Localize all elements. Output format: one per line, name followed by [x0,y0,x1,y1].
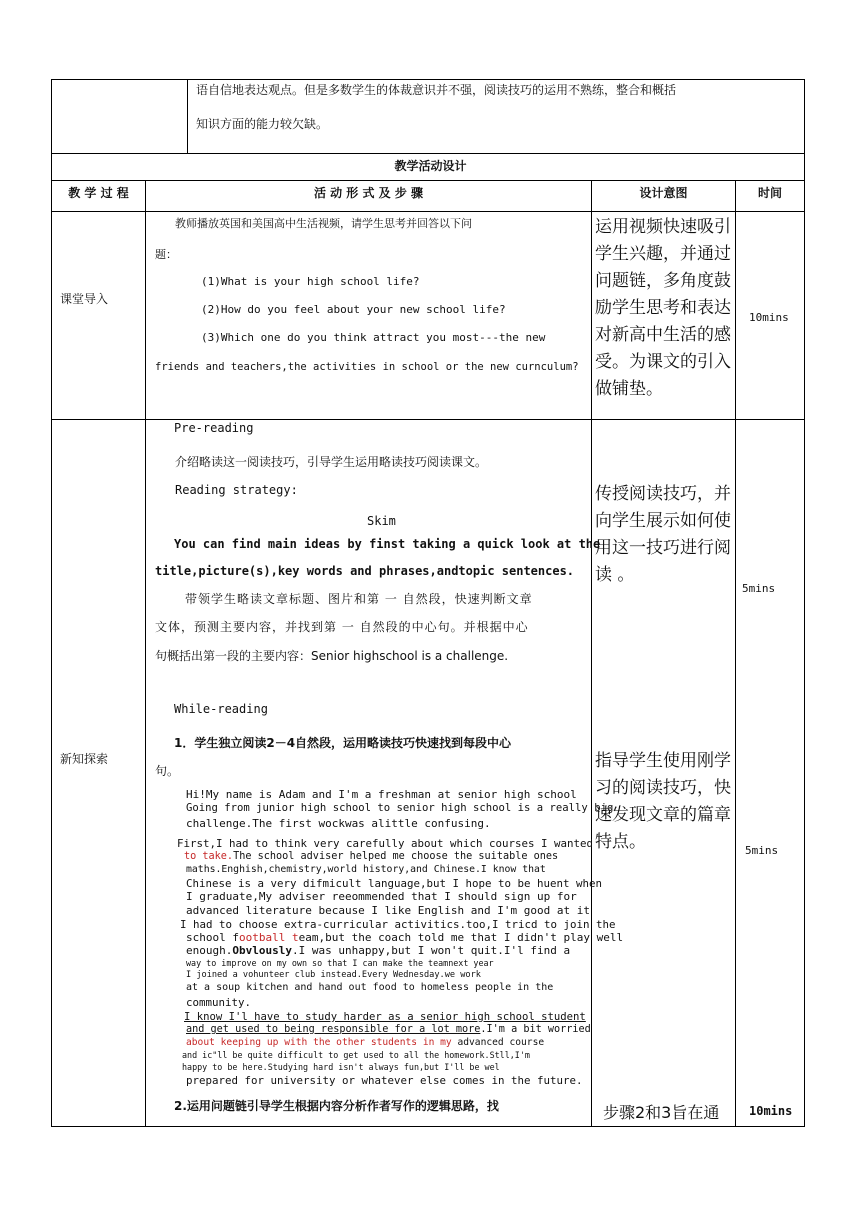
time-step2: 10mins [749,1104,793,1118]
intent-while-reading: 指导学生使用刚学习的阅读技巧，快速发现文章的篇章特点。 [595,751,731,852]
time-intro: 10mins [749,311,789,324]
passage-line: happy to be here.Studying hard isn't always fun,but I'll be wel [182,1062,500,1072]
pre-reading-desc: 带领学生略读文章标题、图片和第 一 自然段，快速判断文章 [185,592,533,606]
passage-text: .I was unhappy,but I won't quit.I'l find a [291,944,571,957]
grid-line [591,180,592,1127]
intro-question: friends and teachers,the activities in school or the new curnculum? [155,361,579,373]
top-text-line-2: 知识方面的能力较欠缺。 [196,117,329,131]
grid-line [735,180,736,1127]
grid-line [51,79,52,1127]
while-reading-step2: 2.运用问题链引导学生根据内容分析作者写作的逻辑思路，找 [174,1099,499,1113]
intent-intro: 运用视频快速吸引学生兴趣，并通过问题链，多角度鼓励学生思考和表达对新高中生活的感受。为课文的引入做铺垫。 [595,217,731,399]
passage-line: First,I had to think very carefully about which courses I wanted [177,837,594,850]
passage-line [186,1024,591,1035]
pre-reading-title: Pre-reading [174,421,254,435]
intro-line: 题： [155,248,177,261]
skim-text: title,picture(s),key words and phrases,andtopic sentences. [155,564,575,578]
passage-line: I had to choose extra-curricular activitics.too,I tricd to join the [180,918,616,931]
grid-line [51,211,805,212]
while-reading-step1: 1．学生独立阅读2－4自然段，运用略读技巧快速找到每段中心 [174,736,512,750]
grid-line [51,1126,805,1127]
process-label-intro: 课堂导入 [60,292,109,306]
pre-reading-desc: 文体，预测主要内容，并找到第 一 自然段的中心句。并根据中心 [155,620,529,634]
skim-text: You can find main ideas by finst taking a quick look at the [174,537,601,551]
process-label-new: 新知探索 [60,752,109,766]
passage-line [184,851,558,862]
passage-text: eam,but the coach told me that I didn't play well [298,931,624,944]
time-while-reading: 5mins [745,844,779,857]
while-reading-title: While-reading [174,702,268,716]
grid-line [804,79,805,1127]
passage-line: at a soup kitchen and hand out food to homeless people in the [186,982,554,993]
passage-line: Going from junior high school to senior high school is a really big [186,802,614,814]
grid-line [51,419,805,420]
passage-line: community. [186,996,252,1009]
section-title: 教学活动设计 [394,159,467,173]
passage-text: enough. [186,944,233,957]
passage-highlight: ootball t [238,931,299,944]
passage-line: maths.Enghish,chemistry,world history,and Chinese.I know that [186,864,546,875]
passage-line: prepared for university or whatever else comes in the future. [186,1074,583,1087]
skim-heading: Skim [367,514,396,528]
passage-line: I joined a vohunteer club instead.Every Wednesday.we work [186,970,481,980]
passage-line [186,1037,544,1048]
grid-line [51,180,805,181]
passage-line: I graduate,My adviser reeommended that I should sign up for [186,890,577,903]
header-activity: 活 动 形 式 及 步 骤 [313,186,424,200]
pre-reading-desc: 句概括出第一段的主要内容：Senior highschool is a challenge. [155,649,509,663]
header-time: 时间 [757,186,782,200]
passage-highlight: about keeping up with the other students in my [186,1037,452,1048]
grid-line [187,79,188,153]
passage-text: .I'm a bit worried [480,1024,591,1035]
passage-line: and ic"ll be quite difficult to get used to all the homework.Stll,I'm [182,1050,530,1060]
passage-text: The school adviser helped me choose the suitable ones [233,851,559,862]
passage-text: school f [186,931,239,944]
top-text-line-1: 语自信地表达观点。但是多数学生的体裁意识并不强，阅读技巧的运用不熟练，整合和概括 [196,83,677,97]
passage-line: advanced literature because I like English and I'm good at it [186,904,590,917]
intent-pre-reading: 传授阅读技巧，并向学生展示如何使用这一技巧进行阅读 。 [595,484,731,585]
passage-line [186,944,570,957]
reading-strategy-label: Reading strategy: [175,483,298,497]
time-pre-reading: 5mins [742,582,776,595]
passage-bold: Obvlously [232,944,292,957]
passage-line: Hi!My name is Adam and I'm a freshman at senior high school [186,788,577,801]
passage-line: challenge.The first wockwas alittle confusing. [186,817,491,830]
header-intent: 设计意图 [639,186,688,200]
passage-line: Chinese is a very difmicult language,but I hope to be huent when [186,877,603,890]
passage-underline: and get used to being responsible for a lot more [186,1024,481,1035]
passage-line [186,931,623,944]
intro-question: (1)What is your high school life? [201,275,420,288]
while-reading-step1: 句。 [155,764,180,778]
intro-question: (2)How do you feel about your new school life? [201,303,506,316]
grid-line [51,79,805,80]
intro-question: (3)Which one do you think attract you most---the new [201,331,546,344]
passage-text: advanced course [451,1037,545,1048]
grid-line [145,180,146,1127]
grid-line [51,153,805,154]
intent-step2: 步骤2和3旨在通 [603,1103,720,1122]
passage-highlight: to take. [184,851,234,862]
passage-line: I know I'l have to study harder as a senior high school student [184,1011,586,1023]
intro-line: 教师播放英国和美国高中生活视频，请学生思考并回答以下问 [175,217,472,230]
pre-reading-intro: 介绍略读这一阅读技巧，引导学生运用略读技巧阅读课文。 [175,455,488,469]
passage-line: way to improve on my own so that I can make the teamnext year [186,958,494,968]
header-process: 教 学 过 程 [68,186,129,200]
